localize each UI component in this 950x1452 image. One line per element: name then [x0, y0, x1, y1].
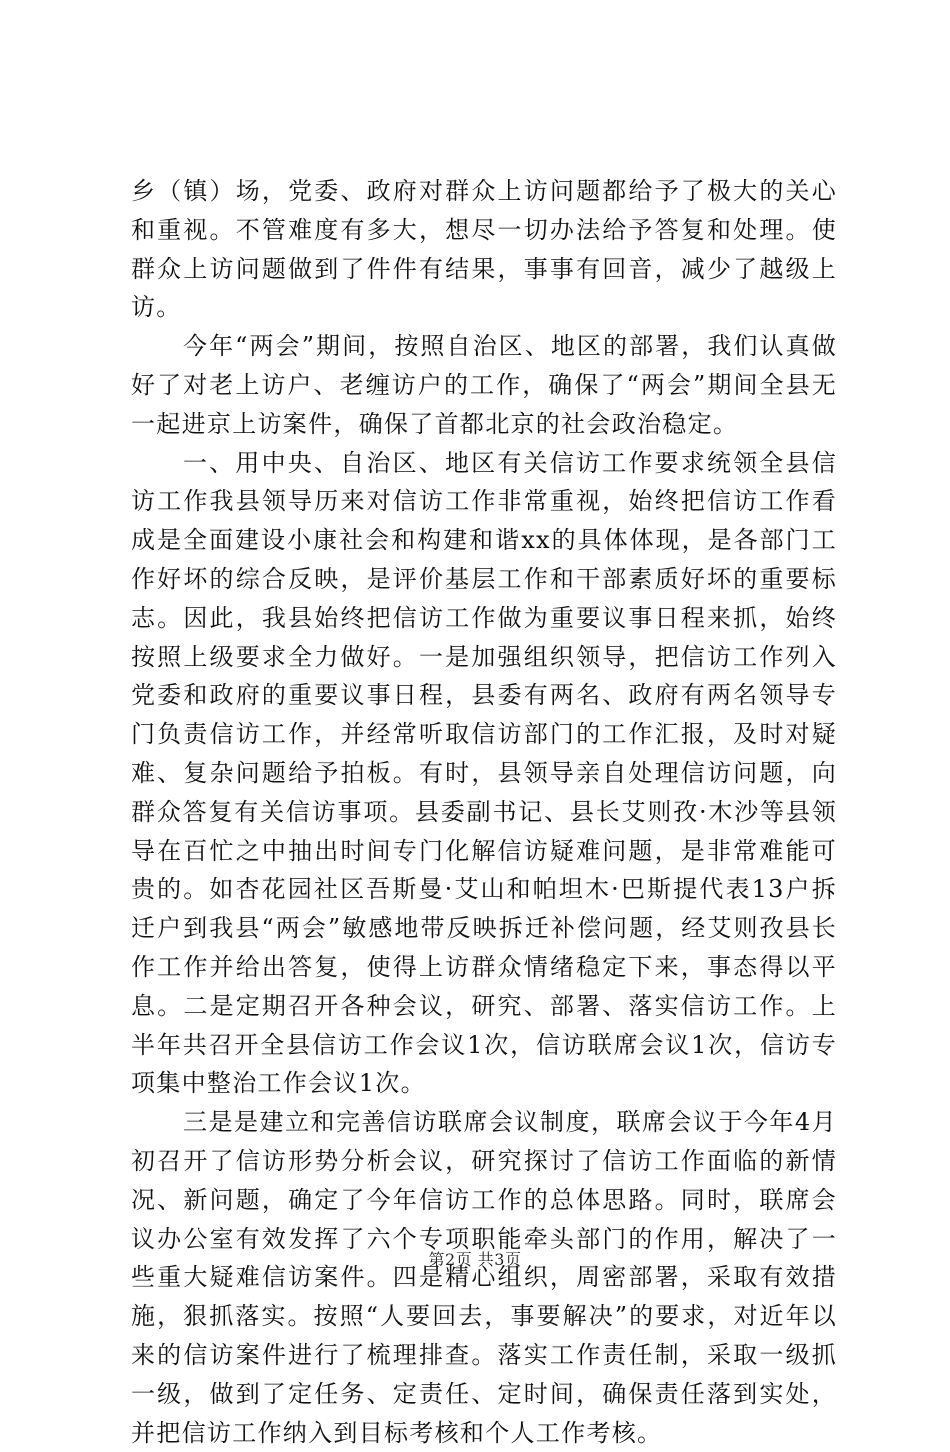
- page-footer: [0, 1250, 950, 1270]
- paragraph-3: 一、用中央、自治区、地区有关信访工作要求统领全县信访工作我县领导历来对信访工作非常重视，始终把信访工作看成是全面建设小康社会和构建和谐xx的具体体现，是各部门工作好坏的综合反映，是评价基层工作和干部素质好坏的重要标志。因此，我县始终把信访工作做为重要议事日程来抓，始终按照上级要求全力做好。一是加强组织领导，把信访工作列入党委和政府的重要议事日程，县委有两名、政府有两名领导专门负责信访工作，并经常听取信访部门的工作汇报，及时对疑难、复杂问题给予拍板。有时，县领导亲自处理信访问题，向群众答复有关信访事项。县委副书记、县长艾则孜·木沙等县领导在百忙之中抽出时间专门化解信访疑难问题，是非常难能可贵的。如杏花园社区吾斯曼·艾山和帕坦木·巴斯提代表13户拆迁户到我县“两会”敏感地带反映拆迁补偿问题，经艾则孜县长作工作并给出答复，使得上访群众情绪稳定下来，事态得以平息。二是定期召开各种会议，研究、部署、落实信访工作。上半年共召开全县信访工作会议1次，信访联席会议1次，信访专项集中整治工作会议1次。: [131, 448, 837, 1098]
- paragraph-4: 三是是建立和完善信访联席会议制度，联席会议于今年4月初召开了信访形势分析会议，研究探讨了信访工作面临的新情况、新问题，确定了今年信访工作的总体思路。同时，联席会议办公室有效发挥了六个专项职能牵头部门的作用，解决了一些重大疑难信访案件。四是精心组织，周密部署，采取有效措施，狠抓落实。按照“人要回去，事要解决”的要求，对近年以来的信访案件进行了梳理排查。落实工作责任制，采取一级抓一级，做到了定任务、定责任、定时间，确保责任落到实处，并把信访工作纳入到目标考核和个人工作考核。: [131, 1108, 837, 1447]
- paragraph-2: 今年“两会”期间，按照自治区、地区的部署，我们认真做好了对老上访户、老缠访户的工作，确保了“两会”期间全县无一起进京上访案件，确保了首都北京的社会政治稳定。: [131, 332, 837, 438]
- page-number-label: 第2页 共3页: [428, 1250, 522, 1269]
- paragraph-1: 乡（镇）场，党委、政府对群众上访问题都给予了极大的关心和重视。不管难度有多大，想尽一切办法给予答复和处理。使群众上访问题做到了件件有结果，事事有回音，减少了越级上访。: [131, 177, 837, 322]
